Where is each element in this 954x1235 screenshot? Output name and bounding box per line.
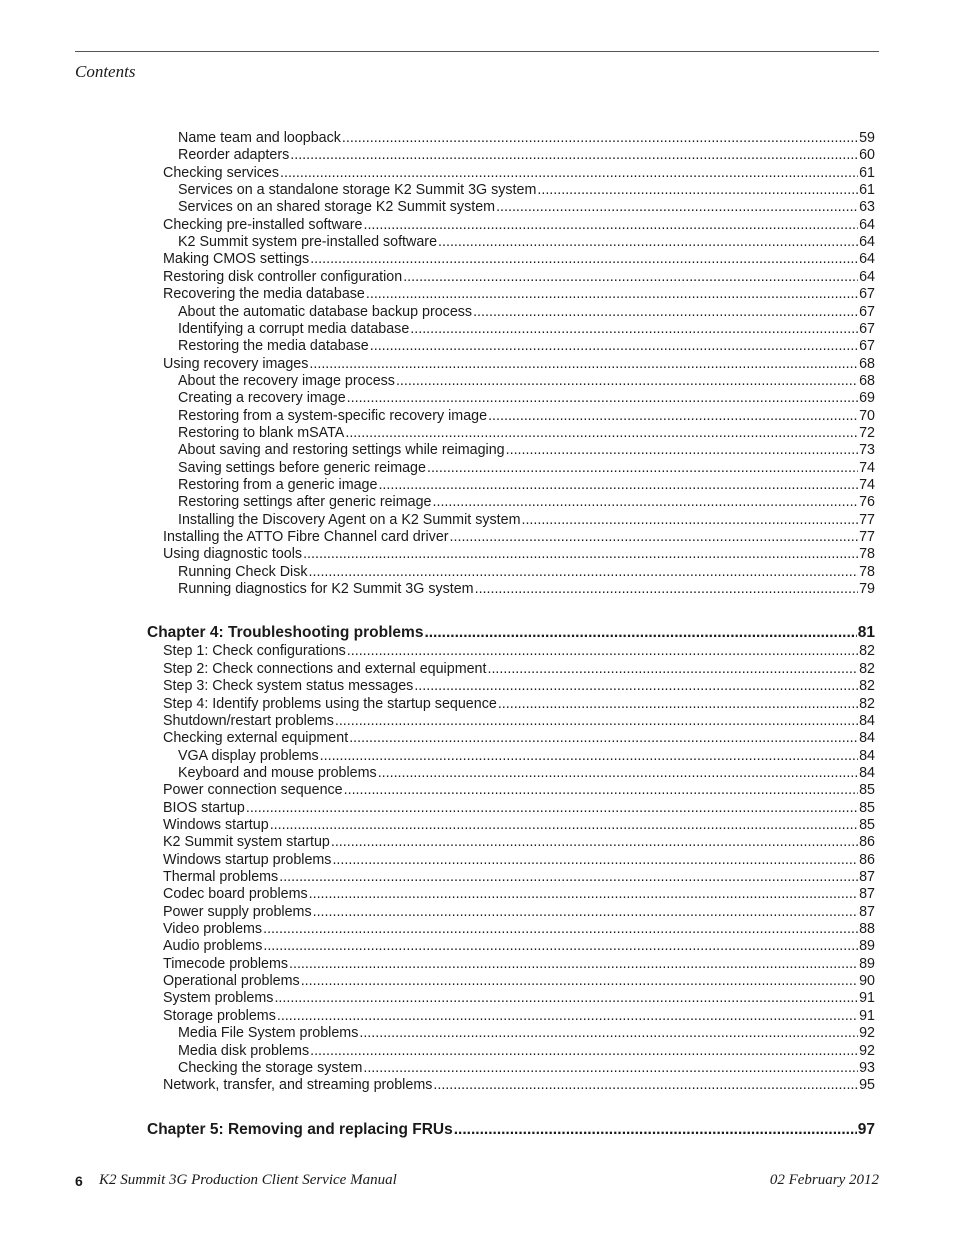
- toc-entry[interactable]: [178, 564, 875, 581]
- toc-entry-title: Installing the Discovery Agent on a K2 Summit system: [178, 511, 521, 528]
- toc-entry-title: Services on an shared storage K2 Summit system: [178, 199, 496, 216]
- dot-leader: [366, 286, 858, 303]
- toc-entry-page: 64: [859, 251, 875, 268]
- toc-entry-title: Audio problems: [163, 938, 263, 955]
- toc-entry-page: 95: [859, 1077, 875, 1094]
- toc-entry-title: K2 Summit system pre-installed software: [178, 234, 438, 251]
- dot-leader: [498, 696, 858, 713]
- dot-leader: [303, 546, 858, 563]
- toc-entry[interactable]: [178, 199, 875, 216]
- toc-entry-page: 93: [859, 1059, 875, 1076]
- toc-entry-title: Restoring from a generic image: [178, 477, 378, 493]
- toc-entry-page: 87: [859, 886, 875, 903]
- dot-leader: [277, 1008, 858, 1025]
- dot-leader: [433, 1077, 858, 1094]
- dot-leader: [363, 1060, 858, 1077]
- toc-entry-title: Restoring settings after generic reimage: [178, 494, 432, 511]
- toc-entry[interactable]: [163, 713, 875, 730]
- toc-entry-title: About the automatic database backup process: [178, 303, 473, 320]
- toc-entry[interactable]: [163, 1008, 875, 1025]
- toc-entry[interactable]: [163, 973, 875, 990]
- toc-entry-page: 84: [859, 764, 875, 781]
- toc-entry[interactable]: [163, 869, 875, 886]
- toc-entry-page: 67: [859, 303, 875, 320]
- toc-entry-title: Chapter 5: Removing and replacing FRUs: [147, 1120, 453, 1138]
- dot-leader: [537, 182, 858, 199]
- toc-entry[interactable]: [163, 782, 875, 799]
- toc-entry-page: 67: [859, 286, 875, 303]
- toc-entry[interactable]: [178, 460, 875, 477]
- toc-entry-page: 63: [859, 199, 875, 216]
- toc-entry-page: 97: [857, 1120, 875, 1138]
- toc-entry-title: Windows startup: [163, 816, 269, 833]
- toc-entry-title: Restoring disk controller configuration: [163, 268, 403, 285]
- toc-entry[interactable]: [178, 425, 875, 442]
- toc-entry-title: Storage problems: [163, 1007, 276, 1024]
- running-head: Contents: [75, 62, 136, 81]
- toc-entry[interactable]: [163, 921, 875, 938]
- toc-entry-title: Recovering the media database: [163, 286, 365, 303]
- dot-leader: [331, 834, 858, 851]
- toc-entry[interactable]: [178, 147, 875, 164]
- toc-entry[interactable]: [178, 304, 875, 321]
- toc-entry-page: 87: [859, 869, 875, 885]
- dot-leader: [427, 460, 858, 477]
- toc-entry-page: 91: [859, 990, 875, 1007]
- toc-entry-page: 84: [859, 747, 875, 764]
- toc-entry[interactable]: [163, 852, 875, 869]
- toc-entry-title: Step 3: Check system status messages: [163, 678, 414, 695]
- toc-entry[interactable]: [178, 1025, 875, 1042]
- toc-entry[interactable]: [163, 956, 875, 973]
- dot-leader: [335, 713, 858, 730]
- toc-entry-title: Video problems: [163, 921, 263, 938]
- dot-leader: [473, 304, 858, 321]
- toc-entry-page: 85: [859, 782, 875, 799]
- toc-entry[interactable]: [178, 182, 875, 199]
- toc-entry-title: Network, transfer, and streaming problems: [163, 1077, 433, 1094]
- toc-entry-title: Thermal problems: [163, 869, 279, 885]
- toc-entry-page: 77: [859, 529, 875, 546]
- toc-entry-title: K2 Summit system startup: [163, 834, 330, 851]
- toc-entry-page: 82: [859, 643, 875, 660]
- toc-entry-title: Power connection sequence: [163, 782, 343, 799]
- toc-entry[interactable]: [163, 800, 875, 817]
- toc-entry[interactable]: [178, 1060, 875, 1077]
- toc-entry[interactable]: [163, 730, 875, 747]
- dot-leader: [274, 990, 858, 1007]
- toc-entry[interactable]: [163, 165, 875, 182]
- dot-leader: [263, 938, 858, 955]
- toc-entry[interactable]: [163, 904, 875, 921]
- dot-leader: [309, 886, 858, 903]
- toc-entry-page: 82: [859, 660, 875, 677]
- dot-leader: [309, 564, 859, 581]
- dot-leader: [349, 730, 858, 747]
- toc-entry-title: Checking services: [163, 164, 280, 181]
- dot-leader: [290, 147, 858, 164]
- dot-leader: [521, 512, 858, 529]
- toc-entry-title: Timecode problems: [163, 955, 289, 972]
- toc-entry-title: Shutdown/restart problems: [163, 712, 334, 729]
- toc-chapter-entry[interactable]: [147, 623, 875, 642]
- dot-leader: [310, 251, 858, 268]
- toc-entry-page: 64: [859, 234, 875, 251]
- toc-entry[interactable]: [178, 1043, 875, 1060]
- toc-entry[interactable]: [178, 765, 875, 782]
- toc-entry-page: 64: [859, 216, 875, 233]
- toc-entry[interactable]: [178, 494, 875, 511]
- footer-manual-title: K2 Summit 3G Production Client Service Manual: [99, 1172, 397, 1188]
- dot-leader: [433, 494, 859, 511]
- toc-entry[interactable]: [163, 251, 875, 268]
- toc-entry-title: Media disk problems: [178, 1042, 310, 1059]
- toc-entry[interactable]: [178, 338, 875, 355]
- toc-entry-page: 84: [859, 712, 875, 729]
- dot-leader: [363, 217, 858, 234]
- toc-entry[interactable]: [163, 834, 875, 851]
- toc-entry-title: Power supply problems: [163, 903, 312, 920]
- toc-entry[interactable]: [163, 678, 875, 695]
- toc-entry-title: Codec board problems: [163, 886, 308, 903]
- toc-entry-title: Running diagnostics for K2 Summit 3G system: [178, 581, 474, 598]
- toc-entry-page: 68: [859, 372, 875, 389]
- dot-leader: [438, 234, 858, 251]
- toc-entry-page: 90: [859, 973, 875, 990]
- dot-leader: [487, 661, 858, 678]
- dot-leader: [396, 373, 858, 390]
- toc-entry-title: Media File System problems: [178, 1025, 359, 1042]
- dot-leader: [347, 390, 858, 407]
- toc-entry-title: BIOS startup: [163, 799, 245, 816]
- toc-entry-page: 73: [859, 442, 875, 459]
- toc-entry-page: 61: [859, 164, 875, 181]
- toc-entry[interactable]: [163, 1077, 875, 1094]
- header-rule: [75, 51, 879, 52]
- dot-leader: [345, 425, 858, 442]
- toc-entry[interactable]: [163, 817, 875, 834]
- toc-entry-page: 60: [859, 147, 875, 164]
- toc-entry-title: System problems: [163, 990, 274, 1007]
- toc-entry[interactable]: [163, 643, 875, 660]
- dot-leader: [403, 269, 858, 286]
- toc-entry-title: Step 4: Identify problems using the startup sequence: [163, 695, 497, 712]
- toc-entry-page: 59: [859, 130, 875, 146]
- dot-leader: [279, 869, 858, 886]
- toc-entry-page: 81: [857, 624, 875, 642]
- toc-entry-title: Identifying a corrupt media database: [178, 320, 410, 337]
- dot-leader: [313, 904, 858, 921]
- toc-entry-page: 61: [859, 182, 875, 199]
- toc-entry[interactable]: [163, 886, 875, 903]
- toc-entry-page: 78: [859, 546, 875, 563]
- dot-leader: [378, 477, 858, 494]
- dot-leader: [378, 765, 858, 782]
- toc-entry-page: 64: [859, 268, 875, 285]
- dot-leader: [301, 973, 858, 990]
- dot-leader: [344, 782, 858, 799]
- footer-page-number: 6: [75, 1173, 83, 1189]
- toc-entry-page: 86: [859, 851, 875, 868]
- toc-entry[interactable]: [178, 390, 875, 407]
- toc-entry[interactable]: [163, 990, 875, 1007]
- dot-leader: [347, 643, 858, 660]
- toc-entry[interactable]: [163, 217, 875, 234]
- toc-entry-page: 77: [859, 511, 875, 528]
- toc-entry[interactable]: [178, 512, 875, 529]
- toc-entry[interactable]: [178, 477, 875, 494]
- toc-entry-page: 91: [859, 1007, 875, 1024]
- toc-entry-title: VGA display problems: [178, 747, 319, 764]
- toc-entry-page: 88: [859, 921, 875, 938]
- toc-entry-page: 86: [859, 834, 875, 851]
- toc-entry[interactable]: [163, 529, 875, 546]
- toc-entry[interactable]: [163, 546, 875, 563]
- toc-entry-title: Checking the storage system: [178, 1059, 363, 1076]
- toc-entry-title: Checking pre-installed software: [163, 216, 363, 233]
- dot-leader: [414, 678, 858, 695]
- toc-entry-page: 74: [859, 477, 875, 493]
- dot-leader: [488, 408, 858, 425]
- toc-entry[interactable]: [163, 356, 875, 373]
- toc-entry-title: Chapter 4: Troubleshooting problems: [147, 624, 424, 642]
- toc-entry-title: Step 1: Check configurations: [163, 643, 346, 660]
- toc-entry-title: Installing the ATTO Fibre Channel card driver: [163, 529, 449, 546]
- dot-leader: [332, 852, 858, 869]
- toc-entry-title: Keyboard and mouse problems: [178, 764, 377, 781]
- toc-entry-page: 92: [859, 1025, 875, 1042]
- toc-entry-title: Step 2: Check connections and external equipment: [163, 660, 487, 677]
- toc-entry-page: 89: [859, 955, 875, 972]
- dot-leader: [506, 442, 858, 459]
- dot-leader: [246, 800, 858, 817]
- toc-entry-title: Services on a standalone storage K2 Summit 3G system: [178, 182, 537, 199]
- toc-entry-title: Using diagnostic tools: [163, 546, 303, 563]
- dot-leader: [475, 581, 859, 598]
- toc-entry[interactable]: [163, 938, 875, 955]
- toc-entry-title: Saving settings before generic reimage: [178, 459, 426, 476]
- toc-entry-page: 70: [859, 407, 875, 424]
- toc-entry-title: Restoring to blank mSATA: [178, 424, 345, 441]
- toc-entry-page: 85: [859, 816, 875, 833]
- dot-leader: [370, 338, 858, 355]
- toc-chapter-entry[interactable]: [147, 1120, 875, 1139]
- toc-entry-page: 84: [859, 730, 875, 747]
- dot-leader: [424, 623, 856, 642]
- toc-entry[interactable]: [178, 130, 875, 147]
- dot-leader: [280, 165, 858, 182]
- toc-entry-page: 67: [859, 338, 875, 355]
- toc-entry-title: Reorder adapters: [178, 147, 290, 164]
- toc-entry-page: 74: [859, 459, 875, 476]
- dot-leader: [263, 921, 858, 938]
- toc-entry-title: Checking external equipment: [163, 730, 349, 747]
- toc-entry-page: 82: [859, 695, 875, 712]
- toc-entry[interactable]: [178, 234, 875, 251]
- dot-leader: [320, 748, 858, 765]
- dot-leader: [496, 199, 858, 216]
- dot-leader: [310, 1043, 858, 1060]
- toc-entry[interactable]: [163, 661, 875, 678]
- toc-entry[interactable]: [178, 442, 875, 459]
- toc-entry-title: Windows startup problems: [163, 851, 332, 868]
- toc-entry-page: 72: [859, 424, 875, 441]
- toc-entry-page: 85: [859, 799, 875, 816]
- dot-leader: [359, 1025, 858, 1042]
- toc-entry[interactable]: [178, 373, 875, 390]
- toc-entry-page: 67: [859, 320, 875, 337]
- toc-entry-page: 76: [859, 494, 875, 511]
- toc-entry-page: 79: [859, 581, 875, 598]
- toc-entry-title: Operational problems: [163, 973, 300, 990]
- toc-entry-title: Restoring the media database: [178, 338, 369, 355]
- dot-leader: [309, 356, 858, 373]
- toc-entry[interactable]: [178, 581, 875, 598]
- toc-entry[interactable]: [178, 748, 875, 765]
- toc-entry[interactable]: [163, 269, 875, 286]
- toc-entry-title: Running Check Disk: [178, 563, 308, 580]
- toc-entry-page: 82: [859, 678, 875, 695]
- toc-entry[interactable]: [163, 286, 875, 303]
- dot-leader: [454, 1120, 857, 1139]
- toc-entry-page: 78: [859, 563, 875, 580]
- dot-leader: [410, 321, 858, 338]
- toc-entry-page: 68: [859, 355, 875, 372]
- toc-entry[interactable]: [163, 696, 875, 713]
- toc-entry-title: Name team and loopback: [178, 130, 341, 146]
- toc-entry-title: Using recovery images: [163, 355, 309, 372]
- toc-entry-title: Making CMOS settings: [163, 251, 310, 268]
- toc-entry[interactable]: [178, 321, 875, 338]
- footer-date: 02 February 2012: [769, 1172, 879, 1188]
- toc-entry-page: 87: [859, 903, 875, 920]
- toc-entry-page: 89: [859, 938, 875, 955]
- toc-entry-page: 69: [859, 390, 875, 407]
- toc-entry-page: 92: [859, 1042, 875, 1059]
- dot-leader: [289, 956, 858, 973]
- toc-entry-title: Creating a recovery image: [178, 390, 346, 407]
- toc-entry-title: About the recovery image process: [178, 372, 395, 389]
- toc-entry-title: Restoring from a system-specific recovery image: [178, 407, 488, 424]
- dot-leader: [270, 817, 858, 834]
- dot-leader: [342, 130, 858, 147]
- toc-entry-title: About saving and restoring settings while reimaging: [178, 442, 505, 459]
- toc-entry[interactable]: [178, 408, 875, 425]
- dot-leader: [450, 529, 859, 546]
